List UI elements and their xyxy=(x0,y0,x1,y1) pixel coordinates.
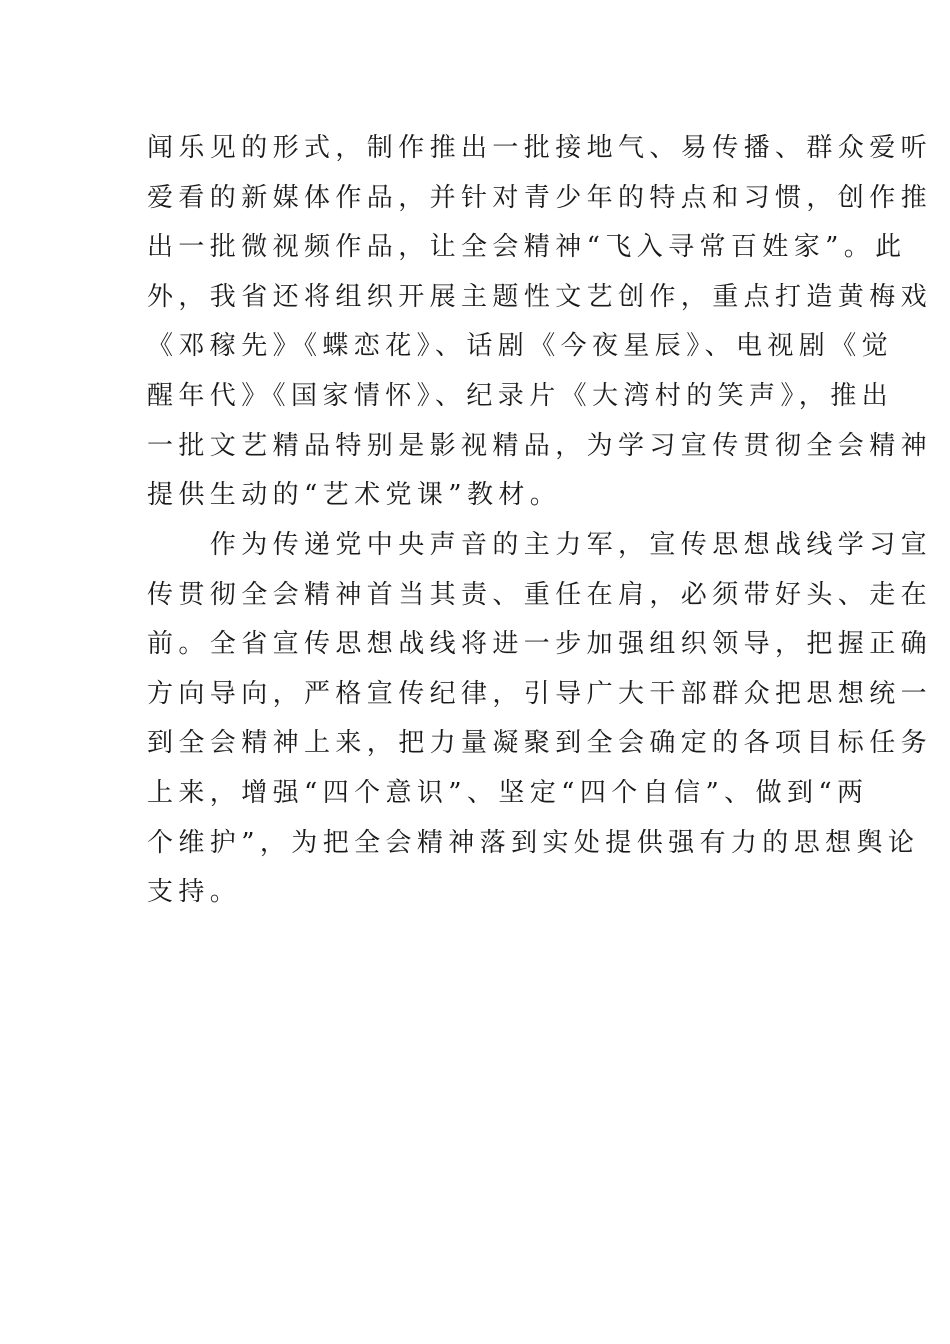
paragraph-1-line: 提供生动的“艺术党课”教材。 xyxy=(147,480,562,511)
paragraph-1-line: 《邓稼先》《蝶恋花》、话剧《今夜星辰》、电视剧《觉 xyxy=(147,331,894,362)
paragraph-2-line: 上来，增强“四个意识”、坚定“四个自信”、做到“两 xyxy=(147,777,869,808)
paragraph-1-line: 外，我省还将组织开展主题性文艺创作，重点打造黄梅戏 xyxy=(147,281,933,312)
paragraph-2-line: 前。全省宣传思想战线将进一步加强组织领导，把握正确 xyxy=(147,629,933,660)
paragraph-2 xyxy=(147,521,933,918)
paragraph-2-line: 个维护”，为把全会精神落到实处提供强有力的思想舆论 xyxy=(147,827,920,858)
paragraph-2-line: 作为传递党中央声音的主力军，宣传思想战线学习宣 xyxy=(147,530,933,560)
paragraph-1-line: 闻乐见的形式，制作推出一批接地气、易传播、群众爱听 xyxy=(147,133,933,163)
paragraph-2-line: 到全会精神上来，把力量凝聚到全会确定的各项目标任务 xyxy=(147,728,933,759)
paragraph-1-line: 一批文艺精品特别是影视精品，为学习宣传贯彻全会精神 xyxy=(147,430,933,461)
paragraph-1-line: 醒年代》《国家情怀》、纪录片《大湾村的笑声》，推出 xyxy=(147,380,894,411)
paragraph-2-line: 支持。 xyxy=(147,877,242,908)
paragraph-1-line: 出一批微视频作品，让全会精神“飞入寻常百姓家”。此 xyxy=(147,232,907,263)
paragraph-2-line: 方向导向，严格宣传纪律，引导广大干部群众把思想统一 xyxy=(147,678,933,709)
paragraph-1 xyxy=(147,124,933,521)
paragraph-1-line: 爱看的新媒体作品，并针对青少年的特点和习惯，创作推 xyxy=(147,182,933,213)
paragraph-2-line: 传贯彻全会精神首当其责、重任在肩，必须带好头、走在 xyxy=(147,579,933,610)
